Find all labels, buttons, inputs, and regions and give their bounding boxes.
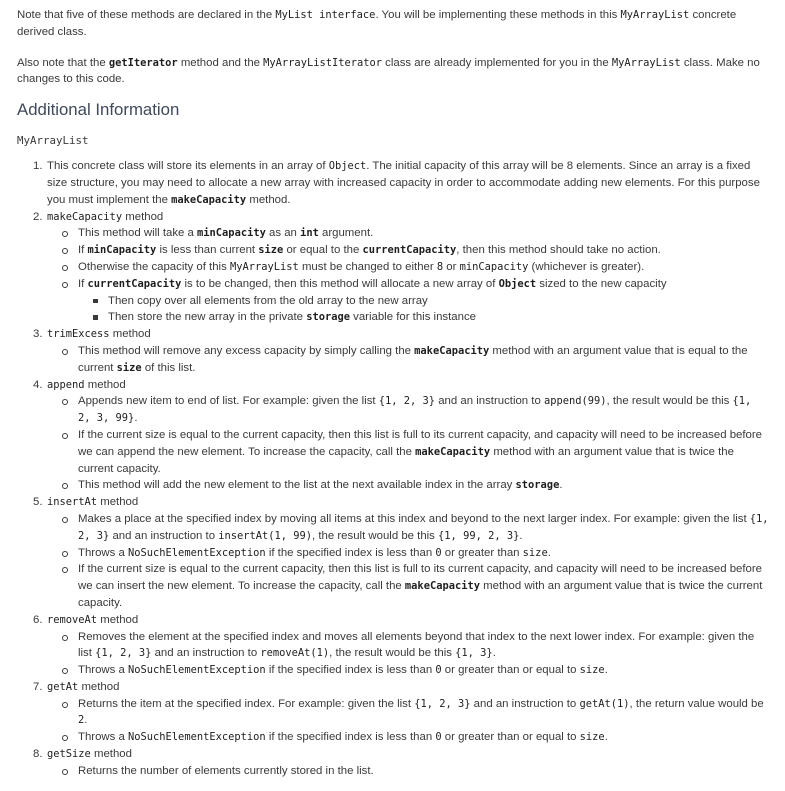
text-run: . [604, 731, 608, 744]
code-token: MyArrayList [229, 260, 299, 273]
text-run: , the return value would be [629, 697, 764, 710]
sub-item [78, 561, 769, 611]
item-number: 2. [33, 210, 43, 223]
text-run: method [109, 328, 151, 341]
item-number: 8. [33, 748, 43, 761]
code-token: Object [328, 160, 367, 173]
text-run: or greater than [441, 546, 523, 559]
text-run: method [84, 378, 126, 391]
text-run: method [97, 613, 139, 626]
text-run: Makes a place at the specified index by moving all items at this index and beyond to the next larger index. For example: given the list [78, 512, 750, 525]
code-token: getSize [47, 748, 91, 761]
text-run: or greater than or equal to [441, 664, 580, 677]
sub-list [47, 629, 769, 679]
sub-item [78, 629, 769, 663]
item-number: 1. [33, 160, 43, 173]
text-run: This method will add the new element to the list at the next available index in the array [78, 479, 516, 492]
sub-item [78, 763, 769, 780]
text-run: Returns the item at the specified index. For example: given the list [78, 697, 415, 710]
text-run: . [84, 714, 88, 727]
text-run: method with an argument value that is twice the current capacity. [78, 580, 763, 609]
text-run: and an instruction to [470, 697, 580, 710]
code-token: storage [306, 311, 350, 324]
text-run: Removes the element at the specified index and moves all elements beyond that index to the next lower index. For example: given the list [78, 630, 755, 660]
nested-sub-list [78, 293, 769, 327]
text-run: . [547, 546, 551, 559]
text-run: and an instruction to [151, 647, 261, 660]
code-token: NoSuchElementException [128, 546, 266, 559]
code-token: makeCapacity [414, 344, 490, 357]
text-run: must be changed to either [298, 260, 437, 273]
text-run: , the result would be this [312, 529, 439, 542]
item-number: 3. [33, 328, 43, 341]
text-run: or [443, 260, 460, 273]
code-token: size [579, 731, 605, 744]
nested-sub-item [108, 293, 769, 310]
code-token: trimExcess [47, 328, 110, 341]
text-run: Then store the new array in the private [108, 311, 307, 324]
text-run: concrete derived class. [17, 9, 737, 38]
sub-item [78, 427, 769, 477]
text-run: and an instruction to [435, 395, 544, 408]
code-token: makeCapacity [404, 580, 480, 593]
text-run: . [134, 412, 138, 425]
code-token: minCapacity [459, 260, 529, 273]
code-token: append(99) [543, 395, 607, 408]
method-list [17, 158, 769, 779]
item-text [47, 160, 760, 206]
item-number: 5. [33, 496, 43, 509]
text-run: sized to the new capacity [536, 277, 667, 290]
code-token: MyArrayListIterator [263, 56, 383, 69]
text-run: Otherwise the capacity of this [78, 260, 230, 273]
code-token: removeAt [47, 613, 98, 626]
section-heading: Additional Information [17, 100, 180, 120]
code-token: {1, 2, 3, 99} [78, 395, 752, 425]
text-run: method and the [177, 56, 264, 69]
text-run: . [492, 647, 496, 660]
text-run: Throws a [78, 731, 129, 744]
sub-list [47, 225, 769, 326]
sub-list [47, 511, 769, 612]
code-token: 0 [435, 731, 442, 744]
text-run: is to be changed, then this method will allocate a new array of [181, 277, 499, 290]
text-run: , the result would be this [329, 647, 456, 660]
sub-item [78, 343, 769, 377]
nested-sub-item [108, 309, 769, 326]
text-run: class. Make no changes to this code. [17, 56, 760, 86]
text-run: This method will remove any excess capacity by simply calling the [78, 344, 415, 357]
method-item [33, 494, 769, 612]
text-run: . [519, 529, 523, 542]
sub-list [47, 696, 769, 746]
code-token: MyList interface [275, 9, 376, 21]
method-item [33, 612, 769, 679]
code-token: currentCapacity [362, 244, 457, 257]
code-token: {1, 2, 3} [95, 647, 152, 660]
text-run: or greater than or equal to [441, 731, 580, 744]
code-token: makeCapacity [171, 193, 247, 206]
text-run: method with an argument value that is equal to the current [78, 344, 748, 374]
text-run: method [97, 496, 139, 509]
text-run: Throws a [78, 546, 129, 559]
code-token: {1, 2, 3} [78, 512, 769, 542]
text-run: as an [265, 227, 301, 240]
text-run: . [559, 479, 563, 492]
item-text [47, 496, 138, 508]
sub-item [78, 729, 769, 746]
text-run: , then this method should take no action. [456, 244, 661, 257]
text-run: Returns the number of elements currently stored in the list. [78, 764, 374, 777]
sub-item [78, 259, 769, 276]
sub-item [78, 393, 769, 427]
text-run: If [78, 244, 88, 257]
code-token: size [116, 361, 142, 374]
code-token: currentCapacity [87, 277, 182, 290]
sub-list [47, 343, 769, 377]
sub-item [78, 242, 769, 259]
item-text [47, 681, 119, 693]
code-token: getIterator [108, 56, 178, 69]
text-run: method [78, 680, 120, 693]
code-token: {1, 99, 2, 3} [438, 529, 520, 542]
sub-item [78, 545, 769, 562]
item-text [47, 328, 151, 340]
text-run: if the specified index is less than [265, 731, 436, 744]
method-item [33, 377, 769, 495]
code-token: size [258, 244, 284, 257]
item-text [47, 748, 132, 760]
text-run: or equal to the [283, 244, 363, 257]
text-run: variable for this instance [349, 311, 476, 324]
text-run: This concrete class will store its elements in an array of [47, 160, 329, 173]
method-item [33, 158, 769, 208]
text-run: . The initial capacity of this array will be 8 elements. Since an array is a fixed size structure, you may need to allocate a new array with increased capacity in order to accommodate adding new elements. For this purpose you must implement the [47, 160, 760, 206]
text-run: and an instruction to [109, 529, 219, 542]
text-run: method [122, 210, 164, 223]
text-run: This method will take a [78, 227, 198, 240]
intro-paragraph-1 [17, 0, 769, 41]
sub-list [47, 393, 769, 494]
sub-item [78, 662, 769, 679]
code-token: MyArrayList [620, 9, 690, 21]
text-run: If [78, 277, 88, 290]
item-text [47, 614, 138, 626]
sub-item [78, 696, 769, 730]
text-run: class are already implemented for you in the [382, 56, 612, 69]
sub-list [47, 763, 769, 780]
sub-item [78, 276, 769, 326]
code-token: makeCapacity [47, 210, 123, 223]
text-run: method [90, 748, 132, 761]
text-run: If the current size is equal to the current capacity, then this list is full to its current capacity, and capacity will need to be increased before we can insert the new element. To increase the capacity, call the [78, 563, 762, 593]
sub-item [78, 511, 769, 545]
code-token: size [579, 664, 605, 677]
code-token: size [522, 546, 548, 559]
item-number: 6. [33, 613, 43, 626]
code-token: int [300, 227, 319, 240]
text-run: . [604, 664, 608, 677]
code-token: minCapacity [197, 227, 266, 240]
item-text [47, 211, 163, 223]
code-token: storage [515, 479, 560, 492]
sub-item [78, 225, 769, 242]
text-run: Appends new item to end of list. For example: given the list [78, 395, 379, 408]
code-token: 0 [435, 664, 442, 677]
code-token: NoSuchElementException [128, 731, 266, 744]
code-token: MyArrayList [611, 56, 681, 69]
code-token: 8 [436, 260, 444, 273]
method-item [33, 326, 769, 376]
text-run: . You will be implementing these methods in this [375, 9, 621, 21]
text-run: Note that five of these methods are declared in the [17, 9, 276, 21]
text-run: Then copy over all elements from the old array to the new array [108, 294, 428, 307]
method-item [33, 746, 769, 780]
text-run: of this list. [141, 361, 196, 374]
code-token: 0 [435, 546, 442, 559]
intro-paragraph-2 [17, 55, 769, 89]
code-token: Object [498, 277, 537, 290]
code-token: minCapacity [87, 244, 157, 257]
code-token: removeAt(1) [260, 647, 330, 660]
item-number: 7. [33, 680, 43, 693]
code-token: getAt(1) [579, 697, 630, 710]
code-token: NoSuchElementException [128, 664, 266, 677]
code-token: insertAt(1, 99) [218, 529, 313, 542]
text-run: , the result would be this [606, 395, 733, 408]
class-name-label: MyArrayList [17, 134, 89, 148]
method-item [33, 679, 769, 746]
text-run: If the current size is equal to the current capacity, then this list is full to its current capacity, and capacity will need to be increased before we can append the new element. To increase the capacity, call the [78, 428, 762, 458]
code-token: makeCapacity [415, 445, 491, 458]
method-item [33, 209, 769, 327]
code-token: getAt [47, 680, 79, 693]
item-text [47, 379, 126, 391]
text-run: method. [246, 193, 291, 206]
code-token: 2 [78, 714, 85, 727]
item-number: 4. [33, 378, 43, 391]
code-token: {1, 2, 3} [414, 697, 471, 710]
text-run: (whichever is greater). [528, 260, 645, 273]
code-token: {1, 2, 3} [378, 395, 436, 408]
code-token: {1, 3} [455, 647, 493, 660]
text-run: is less than current [156, 244, 259, 257]
text-run: Also note that the [17, 56, 109, 69]
text-run: Throws a [78, 664, 129, 677]
code-token: insertAt [47, 496, 98, 509]
text-run: if the specified index is less than [265, 664, 436, 677]
text-run: argument. [318, 227, 374, 240]
code-token: append [47, 378, 85, 391]
sub-item [78, 477, 769, 494]
text-run: method with an argument value that is twice the current capacity. [78, 445, 734, 475]
text-run: if the specified index is less than [265, 546, 436, 559]
